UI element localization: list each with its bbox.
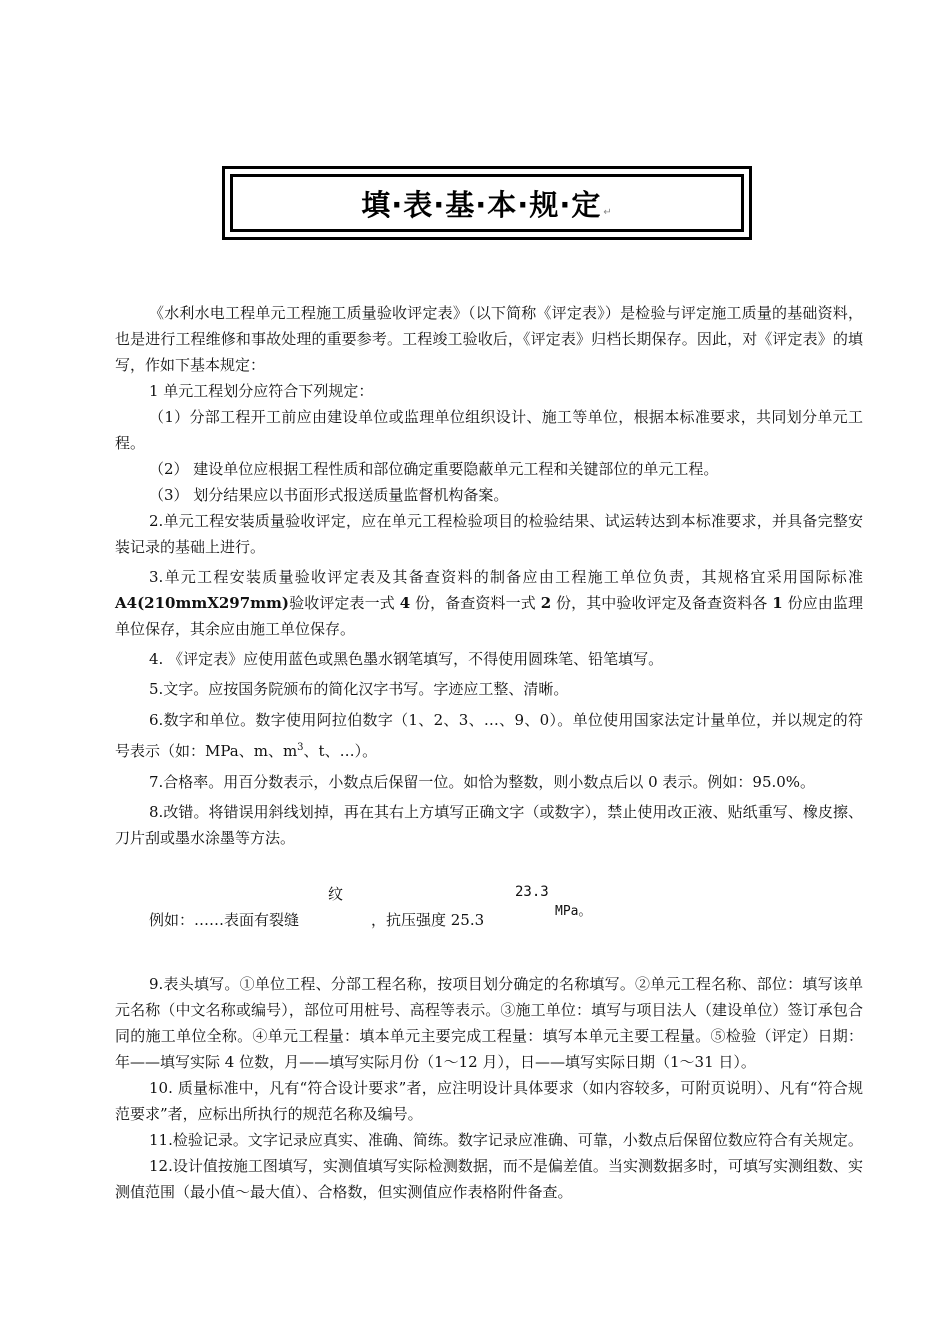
rule-3-text-e: 份应由监理单位保存，其余应由施工单位保存。 (115, 594, 863, 638)
rule-6-text-a: 6.数字和单位。数字使用阿拉伯数字（1、2、3、…、9、0）。单位使用国家法定计量单位，并以规定的符号表示（如：MPa、m、m (115, 711, 863, 760)
example-line-mid: ，抗压强度 25.3 (371, 911, 485, 929)
paragraph-mark-icon: ↵ (603, 206, 613, 218)
rule-1-3: （3） 划分结果应以书面形式报送质量监督机构备案。 (149, 486, 509, 504)
rule-8: 8.改错。将错误用斜线划掉，再在其右上方填写正确文字（或数字），禁止使用改正液、贴纸重写、橡皮擦、刀片刮或墨水涂墨等方法。 (115, 803, 863, 847)
rule-3-count-a: 4 (399, 594, 411, 612)
rule-3-count-c: 1 (772, 594, 783, 612)
rule-5: 5.文字。应按国务院颁布的简化汉字书写。字迹应工整、清晰。 (149, 680, 569, 698)
rule-6-text-b: 、t、…）。 (303, 742, 378, 760)
rule-3-text-d: 份，其中验收评定及备查资料各 (551, 594, 773, 612)
rule-11: 11.检验记录。文字记录应真实、准确、简练。数字记录应准确、可靠，小数点后保留位数应符合有关规定。 (149, 1131, 863, 1149)
page-title-text: 填·表·基·本·规·定 (361, 187, 602, 222)
rule-4: 4. 《评定表》应使用蓝色或黑色墨水钢笔填写，不得使用圆珠笔、铅笔填写。 (149, 650, 664, 668)
rule-7: 7.合格率。用百分数表示，小数点后保留一位。如恰为整数，则小数点后以 0 表示。例如：95.0%。 (149, 773, 816, 791)
document-body (115, 300, 863, 1205)
page-title (361, 183, 612, 224)
rule-2: 2.单元工程安装质量验收评定，应在单元工程检验项目的检验结果、试运转达到本标准要求，并具备完整安装记录的基础上进行。 (115, 512, 863, 556)
title-frame (222, 166, 752, 240)
rule-3 (115, 564, 863, 642)
rule-10: 10. 质量标准中，凡有“符合设计要求”者，应注明设计具体要求（如内容较多，可附页说明）、凡有“符合规范要求”者，应标出所执行的规范名称及编号。 (115, 1079, 863, 1123)
correction-char: 纹 (328, 885, 344, 903)
title-inner-frame (230, 174, 744, 232)
correction-example (115, 851, 863, 971)
rule-3-text-c: 份，备查资料一式 (410, 594, 541, 612)
rule-12: 12.设计值按施工图填写，实测值填写实际检测数据，而不是偏差值。当实测数据多时，可填写实测组数、实测值范围（最小值～最大值）、合格数，但实测值应作表格附件备查。 (115, 1157, 863, 1201)
rule-3-paper-size: A4(210mmX297mm) (115, 594, 290, 612)
correction-value: 23.3 (515, 884, 549, 900)
intro-paragraph: 《水利水电工程单元工程施工质量验收评定表》（以下简称《评定表》）是检验与评定施工质量的基础资料，也是进行工程维修和事故处理的重要参考。工程竣工验收后，《评定表》归档长期保存。因此，对《评定表》的填写，作如下基本规定： (115, 304, 863, 374)
rule-3-count-b: 2 (540, 594, 552, 612)
rule-1: 1 单元工程划分应符合下列规定： (149, 382, 374, 400)
rule-1-2: （2） 建设单位应根据工程性质和部位确定重要隐蔽单元工程和关键部位的单元工程。 (149, 460, 719, 478)
rule-6 (115, 706, 863, 765)
example-line-prefix: 例如：……表面有裂缝 (149, 911, 300, 929)
rule-3-text-b: 验收评定表一式 (289, 594, 400, 612)
rule-9: 9.表头填写。①单位工程、分部工程名称，按项目划分确定的名称填写。②单元工程名称、部位：填写该单元名称（中文名称或编号），部位可用桩号、高程等表示。③施工单位：填写与项目法人（建设单位）签订承包合同的施工单位全称。④单元工程量：填本单元主要完成工程量：填写本单元主要工程量。⑤检验（评定）日期：年——填写实际 4 位数，月——填写实际月份（1～12 月），日——填写实际日期（1～31 日）。 (115, 975, 863, 1071)
rule-1-1: （1）分部工程开工前应由建设单位或监理单位组织设计、施工等单位，根据本标准要求，共同划分单元工程。 (115, 408, 863, 452)
example-unit: MPa。 (555, 904, 592, 919)
rule-6-superscript: 3 (297, 742, 304, 753)
rule-3-text-a: 3.单元工程安装质量验收评定表及其备查资料的制备应由工程施工单位负责，其规格宜采用国际标准 (149, 568, 863, 586)
